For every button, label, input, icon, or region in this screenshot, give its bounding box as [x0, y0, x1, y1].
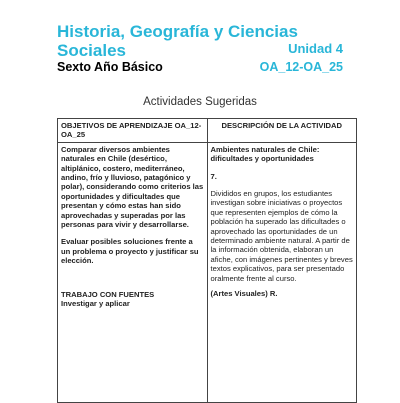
grade-label: Sexto Año Básico	[57, 60, 163, 74]
objective-item: Investigar y aplicar	[61, 299, 130, 309]
table-header-row	[58, 119, 357, 143]
activity-number: 7.	[210, 171, 217, 181]
activities-table	[57, 118, 357, 403]
subject-title: Historia, Geografía y Ciencias Sociales	[57, 22, 298, 60]
table-row	[58, 142, 357, 402]
objective-item: Evaluar posibles soluciones frente a un problema o proyecto y justificar su elección.	[61, 237, 199, 266]
objective-item: Comparar diversos ambientes naturales en Chile (desértico, altiplánico, costero, mediterráneo, andino, frío y lluvioso, patagónico y polar), considerando como criterios las oportunidades y dificultades que presentan y cómo estas han sido aprovechadas y superadas por las personas para vivir y desarrollarse.	[61, 144, 204, 230]
unit-label: Unidad 4	[288, 41, 343, 56]
activity-title: Ambientes naturales de Chile: dificultades y oportunidades	[210, 144, 320, 164]
activity-subject-link: (Artes Visuales) R.	[210, 289, 278, 299]
objective-section-label: TRABAJO CON FUENTES	[61, 289, 155, 299]
activity-cell	[207, 142, 357, 402]
objectives-column-header: OBJETIVOS DE APRENDIZAJE OA_12-OA_25	[58, 119, 208, 143]
activity-description: Divididos en grupos, los estudiantes investigan sobre iniciativas o proyectos que representen ejemplos de cómo la población ha superado las dificultades o aprovechado las oportunidades de un determinado ambiente natural. A partir de la información obtenida, elaboran un afiche, con imágenes pertinentes y breves textos explicativos, para ser presentado oralmente frente al curso.	[210, 189, 353, 283]
objective-code: OA_12-OA_25	[259, 60, 343, 74]
objectives-cell	[58, 142, 208, 402]
description-column-header: DESCRIPCIÓN DE LA ACTIVIDAD	[207, 119, 357, 143]
section-title: Actividades Sugeridas	[143, 96, 257, 108]
